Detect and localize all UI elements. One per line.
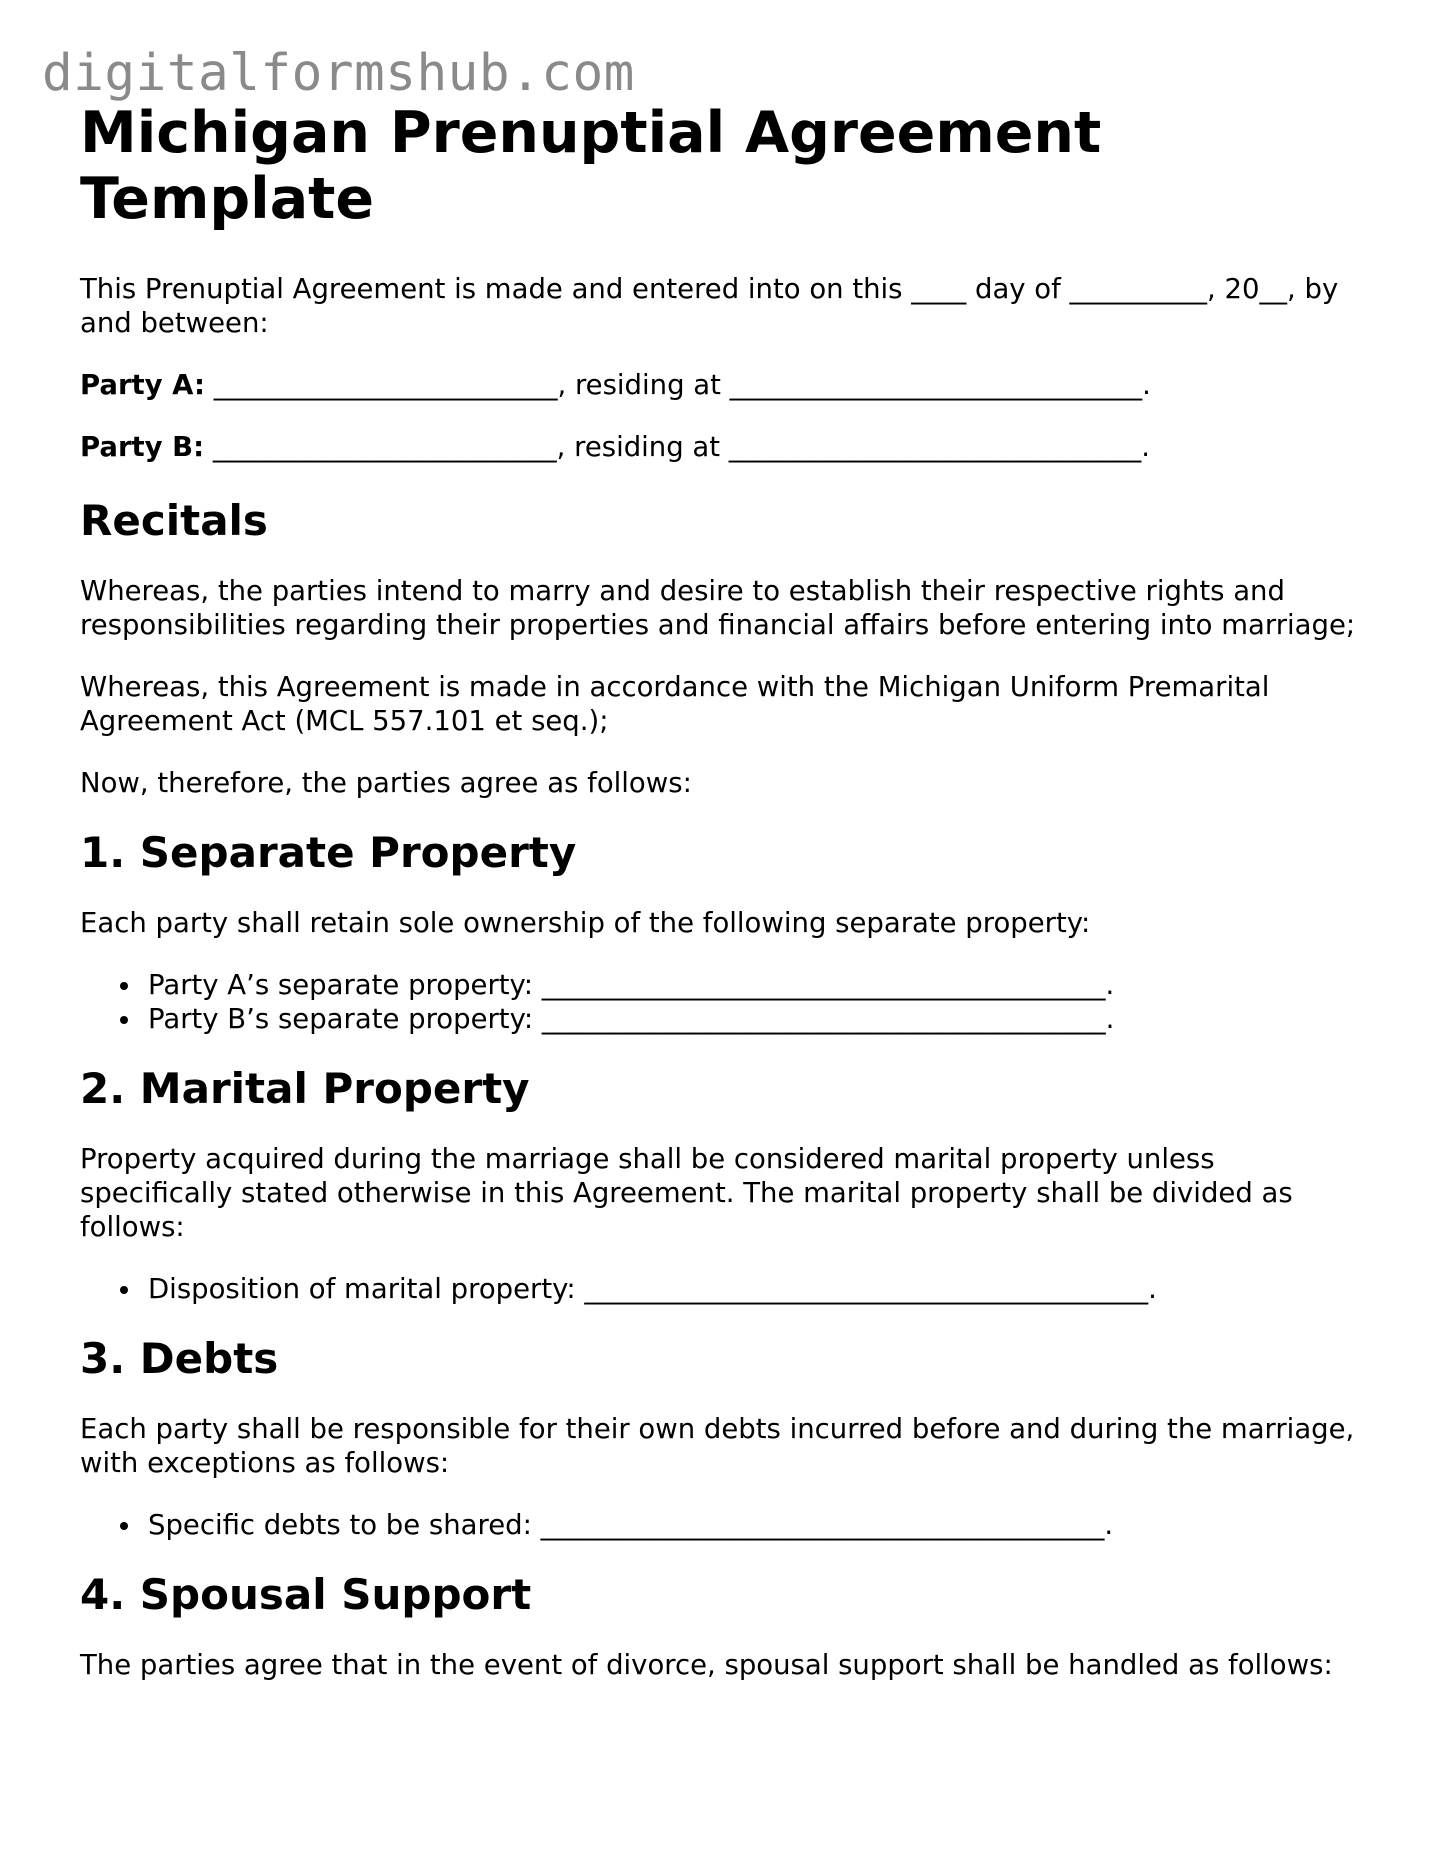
section-text: Each party shall retain sole ownership of the following separate property:	[80, 907, 1091, 939]
section-heading-separate-property: 1. Separate Property	[80, 828, 577, 877]
section-text: The parties agree that in the event of divorce, spousal support shall be handled as follows:	[80, 1649, 1333, 1681]
section-heading-spousal-support: 4. Spousal Support	[80, 1570, 532, 1619]
party-b-blank: _________________________, residing at ______________________________.	[204, 431, 1151, 463]
party-b-label: Party B:	[80, 431, 205, 463]
marital-property-list	[80, 1272, 1370, 1306]
document-page	[80, 100, 1370, 1710]
list-item: Party A’s separate property: _________________________________________.	[148, 968, 1370, 1002]
list-item: Specific debts to be shared: _________________________________________.	[148, 1508, 1370, 1542]
recital-paragraph: Whereas, the parties intend to marry and desire to establish their respective rights and responsibilities regarding their properties and financial affairs before entering into marriage;	[80, 575, 1356, 641]
list-item: Disposition of marital property: _________________________________________.	[148, 1272, 1370, 1306]
section-heading-marital-property: 2. Marital Property	[80, 1064, 530, 1113]
party-a-label: Party A:	[80, 369, 205, 401]
document-title: Michigan Prenuptial Agreement Template	[80, 100, 1102, 232]
separate-property-list	[80, 968, 1370, 1036]
party-b-line	[80, 430, 1370, 464]
debts-list	[80, 1508, 1370, 1542]
recitals-heading: Recitals	[80, 496, 268, 545]
list-item: Party B’s separate property: _________________________________________.	[148, 1002, 1370, 1036]
recital-paragraph: Whereas, this Agreement is made in accordance with the Michigan Uniform Premarital Agreement Act (MCL 557.101 et seq.);	[80, 671, 1270, 737]
party-a-blank: _________________________, residing at ______________________________.	[204, 369, 1151, 401]
intro-paragraph: This Prenuptial Agreement is made and entered into on this ____ day of __________, 20__, by and between:	[80, 273, 1339, 339]
party-a-line	[80, 368, 1370, 402]
section-text: Property acquired during the marriage shall be considered marital property unless specifically stated otherwise in this Agreement. The marital property shall be divided as follows:	[80, 1143, 1293, 1243]
watermark: digitalformshub.com	[42, 44, 635, 103]
recital-paragraph: Now, therefore, the parties agree as follows:	[80, 767, 692, 799]
section-heading-debts: 3. Debts	[80, 1334, 279, 1383]
section-text: Each party shall be responsible for their own debts incurred before and during the marriage, with exceptions as follows:	[80, 1413, 1355, 1479]
